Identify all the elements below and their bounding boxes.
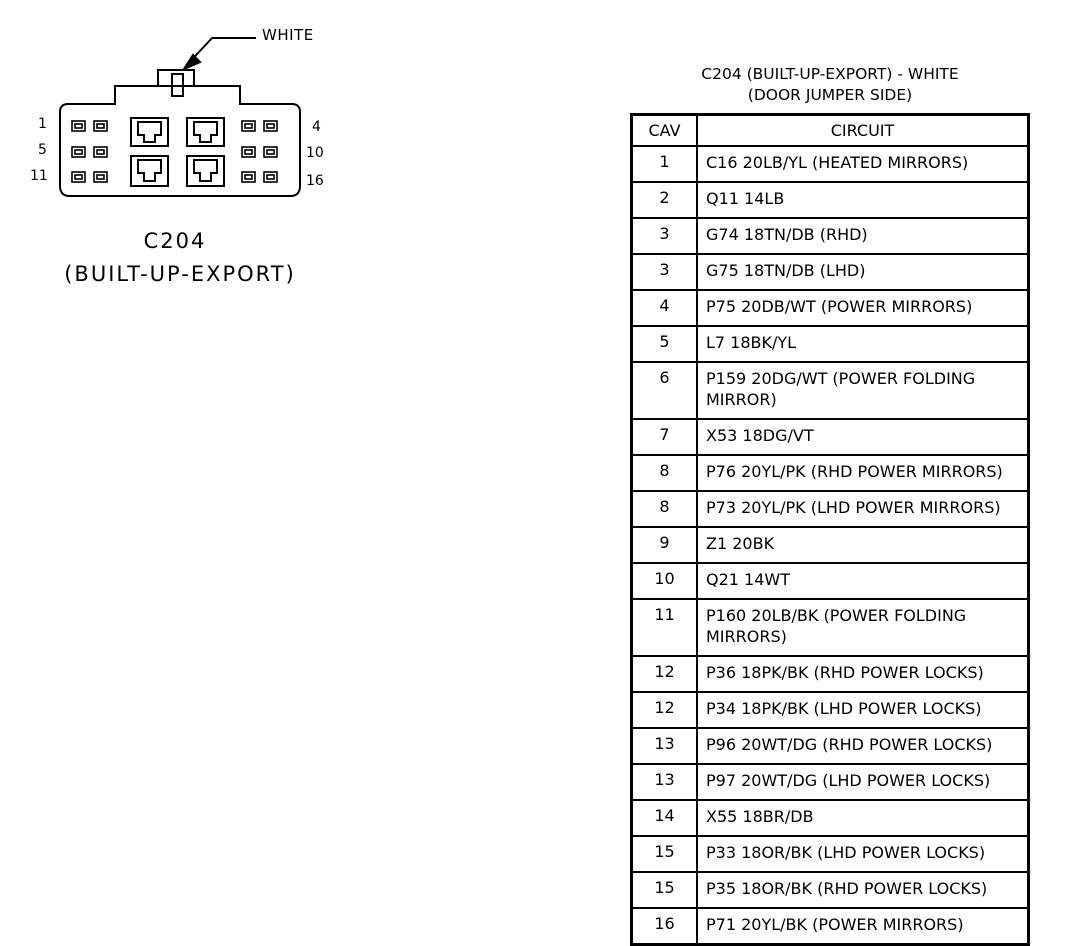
cavity-label-5: 5 — [38, 142, 47, 158]
table-row — [632, 599, 1029, 656]
cav-cell: 1 — [632, 146, 698, 182]
cav-cell: 11 — [632, 599, 698, 656]
table-row — [632, 146, 1029, 182]
cav-cell: 7 — [632, 419, 698, 455]
cavity-label-1: 1 — [38, 116, 47, 132]
circuit-cell: P36 18PK/BK (RHD POWER LOCKS) — [697, 656, 1029, 692]
table-title-line2: (DOOR JUMPER SIDE) — [747, 86, 913, 104]
table-row — [632, 728, 1029, 764]
connector-subname: (BUILT-UP-EXPORT) — [64, 262, 296, 286]
circuit-cell: C16 20LB/YL (HEATED MIRRORS) — [697, 146, 1029, 182]
cav-cell: 10 — [632, 563, 698, 599]
table-row — [632, 527, 1029, 563]
circuit-cell: Z1 20BK — [697, 527, 1029, 563]
cav-cell: 12 — [632, 692, 698, 728]
cav-cell: 13 — [632, 764, 698, 800]
table-row — [632, 218, 1029, 254]
cavity-group-large — [131, 118, 224, 186]
table-row — [632, 254, 1029, 290]
cavity-label-11: 11 — [30, 168, 48, 184]
cav-cell: 12 — [632, 656, 698, 692]
table-header-row — [632, 115, 1029, 147]
circuit-cell: Q11 14LB — [697, 182, 1029, 218]
circuit-cell: X55 18BR/DB — [697, 800, 1029, 836]
cav-cell: 9 — [632, 527, 698, 563]
cav-cell: 14 — [632, 800, 698, 836]
table-row — [632, 455, 1029, 491]
header-circuit: CIRCUIT — [697, 115, 1029, 147]
circuit-cell: P76 20YL/PK (RHD POWER MIRRORS) — [697, 455, 1029, 491]
pinout-table — [630, 113, 1030, 946]
table-row — [632, 563, 1029, 599]
circuit-cell: P160 20LB/BK (POWER FOLDING MIRRORS) — [697, 599, 1029, 656]
cavity-group-left — [72, 121, 107, 182]
table-row — [632, 491, 1029, 527]
circuit-cell: P97 20WT/DG (LHD POWER LOCKS) — [697, 764, 1029, 800]
cav-cell: 5 — [632, 326, 698, 362]
table-row — [632, 419, 1029, 455]
cav-cell: 6 — [632, 362, 698, 419]
cav-cell: 2 — [632, 182, 698, 218]
connector-name: C204 — [143, 229, 207, 253]
circuit-cell: P33 18OR/BK (LHD POWER LOCKS) — [697, 836, 1029, 872]
table-title-line1: C204 (BUILT-UP-EXPORT) - WHITE — [701, 65, 959, 83]
cav-cell: 16 — [632, 908, 698, 945]
circuit-cell: X53 18DG/VT — [697, 419, 1029, 455]
cavity-label-10: 10 — [306, 145, 324, 161]
cav-cell: 8 — [632, 455, 698, 491]
table-row — [632, 656, 1029, 692]
cav-cell: 15 — [632, 872, 698, 908]
circuit-cell: L7 18BK/YL — [697, 326, 1029, 362]
cavity-label-16: 16 — [306, 173, 324, 189]
table-row — [632, 908, 1029, 945]
circuit-cell: P96 20WT/DG (RHD POWER LOCKS) — [697, 728, 1029, 764]
cavity-label-4: 4 — [312, 119, 321, 135]
header-cav: CAV — [632, 115, 698, 147]
cav-cell: 3 — [632, 218, 698, 254]
circuit-cell: Q21 14WT — [697, 563, 1029, 599]
table-row — [632, 182, 1029, 218]
circuit-cell: P75 20DB/WT (POWER MIRRORS) — [697, 290, 1029, 326]
circuit-cell: P73 20YL/PK (LHD POWER MIRRORS) — [697, 491, 1029, 527]
cav-cell: 13 — [632, 728, 698, 764]
circuit-cell: P159 20DG/WT (POWER FOLDING MIRROR) — [697, 362, 1029, 419]
table-row — [632, 326, 1029, 362]
table-row — [632, 362, 1029, 419]
circuit-cell: P34 18PK/BK (LHD POWER LOCKS) — [697, 692, 1029, 728]
table-row — [632, 764, 1029, 800]
connector-color-callout: WHITE — [262, 26, 314, 44]
circuit-cell: G75 18TN/DB (LHD) — [697, 254, 1029, 290]
table-row — [632, 836, 1029, 872]
table-row — [632, 800, 1029, 836]
circuit-cell: P71 20YL/BK (POWER MIRRORS) — [697, 908, 1029, 945]
cavity-group-right — [242, 121, 277, 182]
cav-cell: 15 — [632, 836, 698, 872]
table-row — [632, 872, 1029, 908]
cav-cell: 8 — [632, 491, 698, 527]
cav-cell: 3 — [632, 254, 698, 290]
circuit-cell: P35 18OR/BK (RHD POWER LOCKS) — [697, 872, 1029, 908]
table-row — [632, 290, 1029, 326]
cav-cell: 4 — [632, 290, 698, 326]
circuit-cell: G74 18TN/DB (RHD) — [697, 218, 1029, 254]
table-title — [630, 64, 1030, 106]
table-row — [632, 692, 1029, 728]
